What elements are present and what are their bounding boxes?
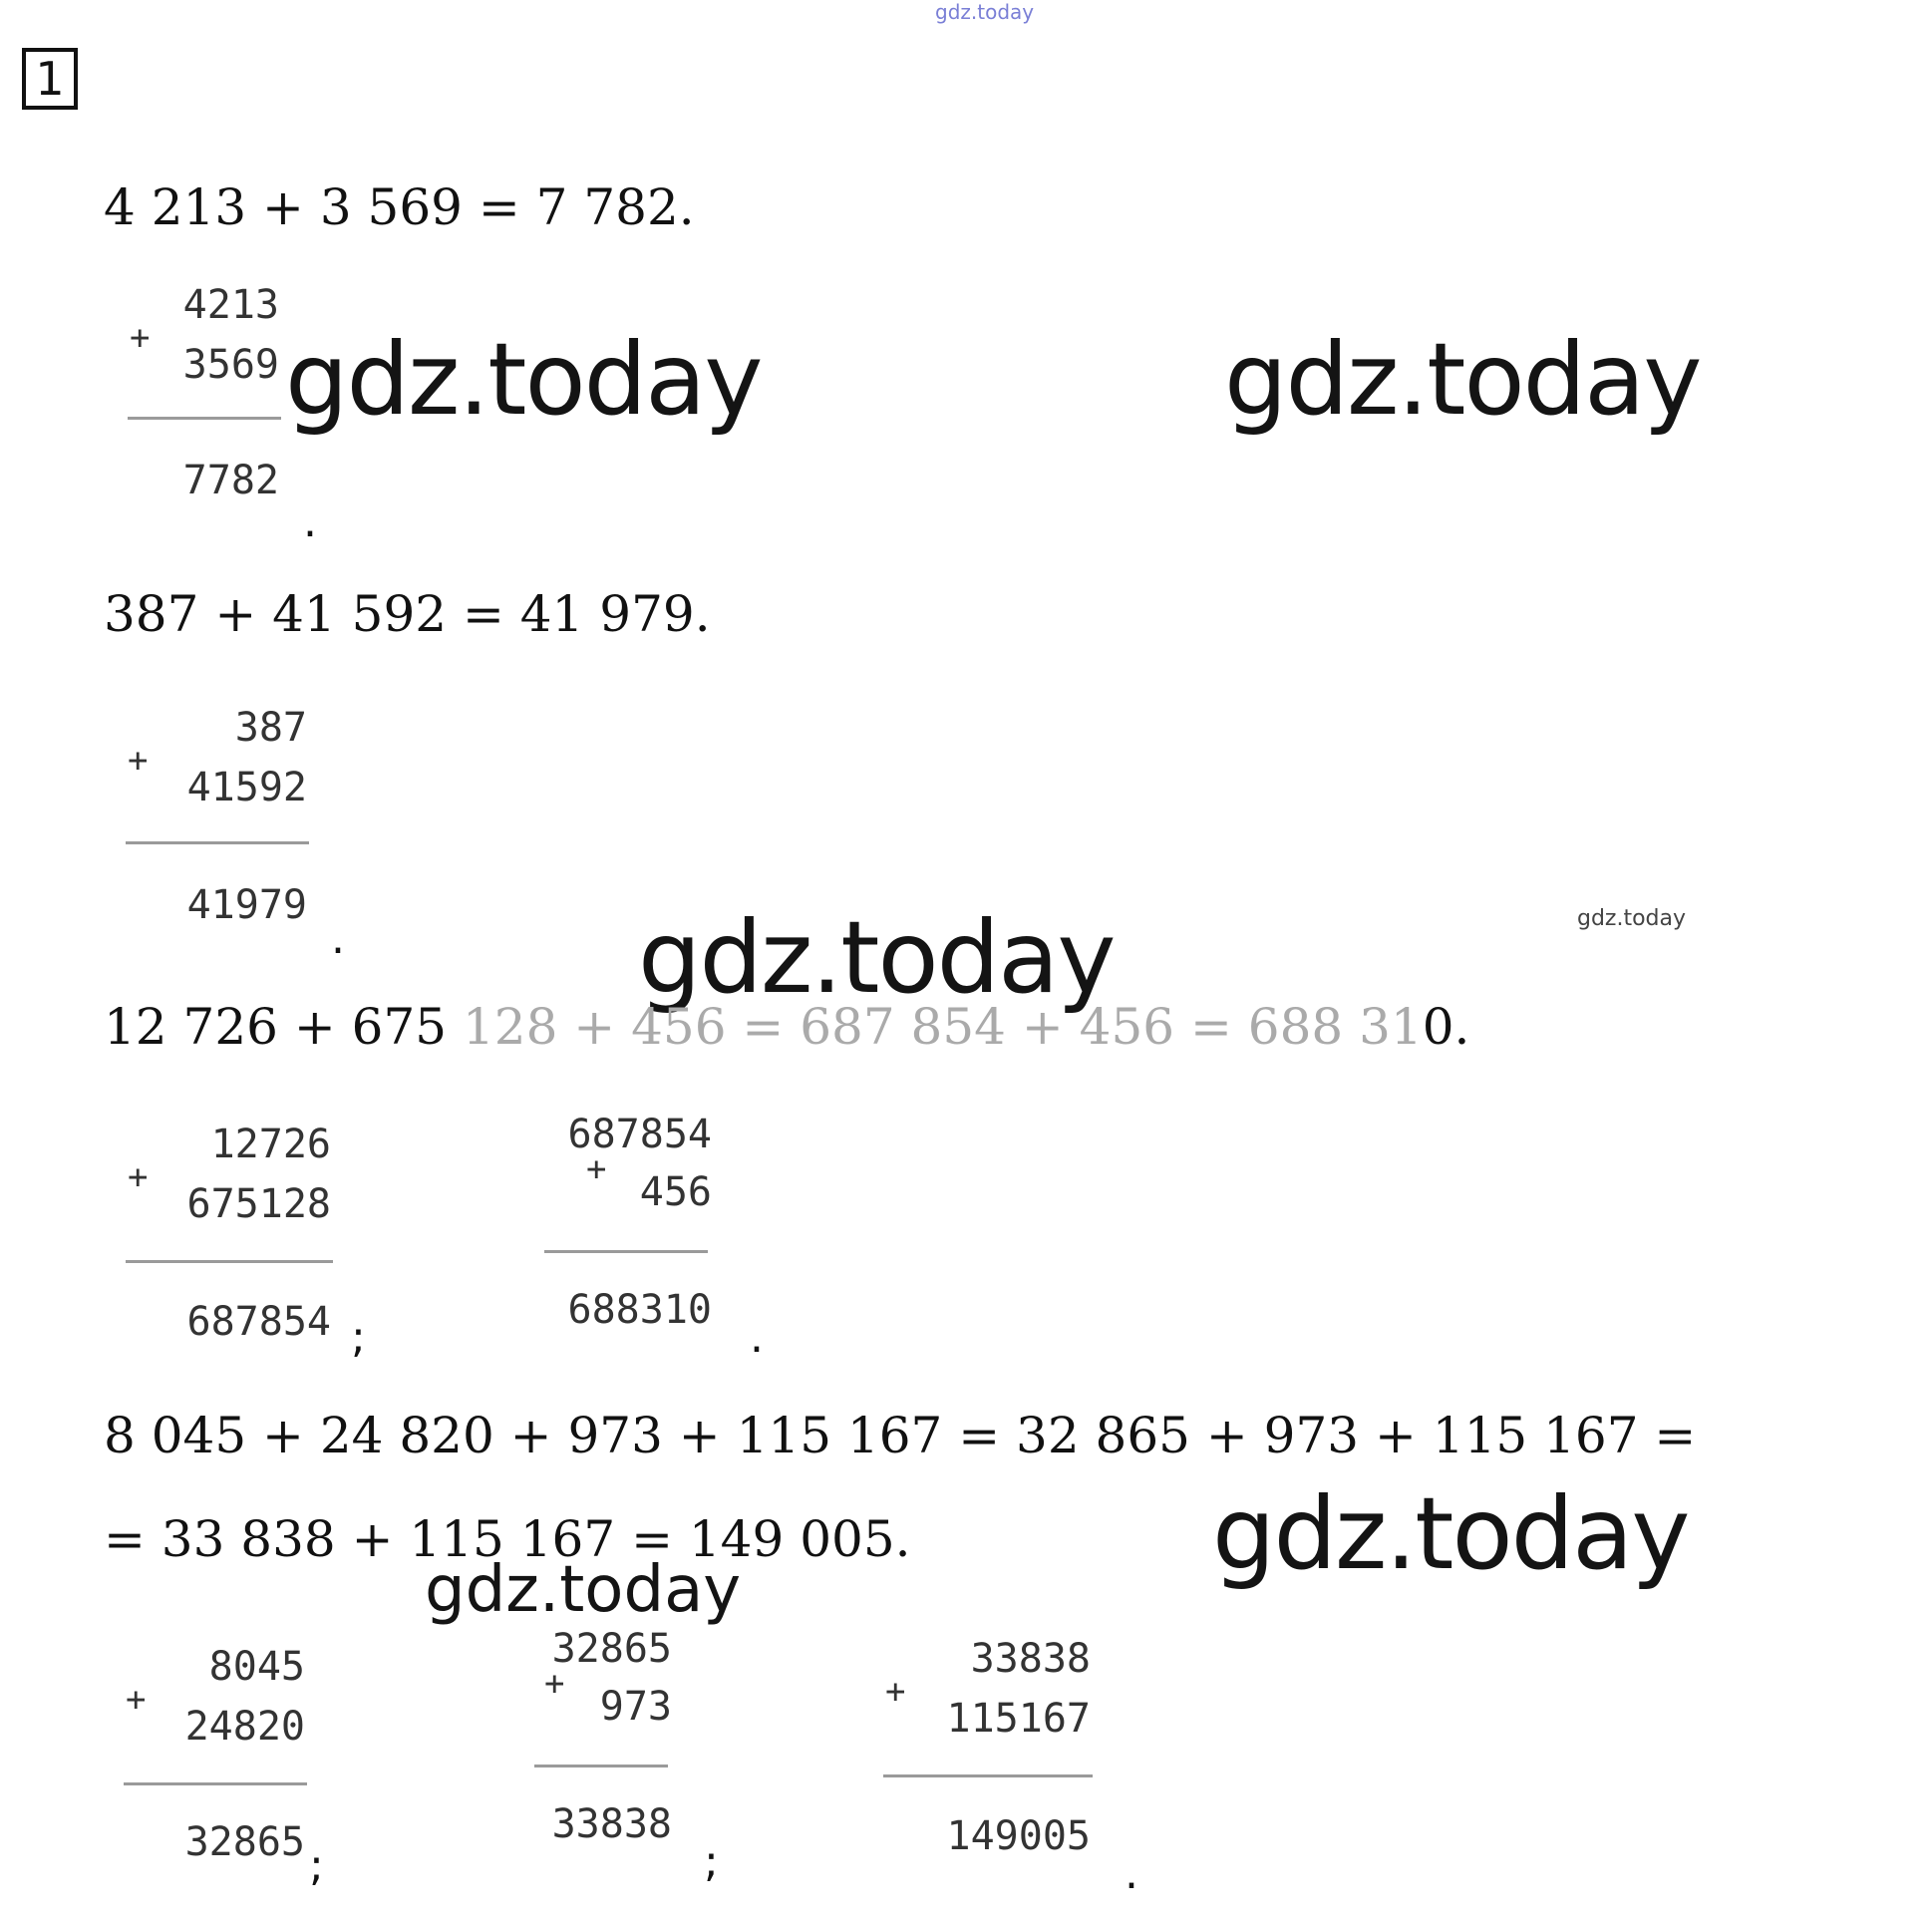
equation-3-start: 12 726 + 675 <box>104 998 463 1056</box>
addend-top: 387 <box>234 705 307 751</box>
addend-bottom: 973 <box>599 1684 672 1730</box>
column-addition-5 <box>122 1643 311 1892</box>
plus-sign: + <box>126 1680 147 1720</box>
sum-line <box>534 1765 668 1767</box>
watermark-4: gdz.today <box>1212 1475 1689 1592</box>
sum-value: 41979 <box>186 882 307 928</box>
addend-bottom: 675128 <box>186 1181 331 1227</box>
column-4-end-punct: . <box>750 1312 764 1363</box>
equation-1: 4 213 + 3 569 = 7 782. <box>104 178 695 236</box>
column-1-end-punct: . <box>303 496 317 547</box>
watermark-3: gdz.today <box>638 899 1115 1016</box>
sum-line <box>124 1782 307 1785</box>
column-7-end-punct: . <box>1125 1848 1138 1899</box>
addend-bottom: 24820 <box>184 1704 305 1750</box>
column-addition-2 <box>124 704 313 953</box>
sum-value: 33838 <box>551 1801 672 1847</box>
column-addition-6 <box>528 1625 678 1874</box>
addend-top: 4213 <box>182 282 279 328</box>
plus-sign: + <box>128 1157 149 1197</box>
addend-top: 687854 <box>567 1112 712 1157</box>
addend-bottom: 41592 <box>186 765 307 810</box>
sum-line <box>544 1250 708 1253</box>
watermark-top: gdz.today <box>935 0 1035 24</box>
plus-sign: + <box>130 318 151 358</box>
addend-bottom: 3569 <box>182 342 279 388</box>
plus-sign: + <box>128 741 149 781</box>
sum-value: 687854 <box>186 1299 331 1345</box>
column-addition-4 <box>538 1111 718 1360</box>
column-addition-3 <box>124 1121 337 1370</box>
column-6-end-punct: ; <box>704 1836 719 1887</box>
sum-value: 7782 <box>182 458 279 503</box>
equation-2: 387 + 41 592 = 41 979. <box>104 585 711 643</box>
equation-3-faded: 128 + 456 = 687 854 + 456 = 688 31 <box>462 998 1423 1056</box>
equation-3-end: 0. <box>1422 998 1470 1056</box>
sum-value: 688310 <box>567 1287 712 1333</box>
watermark-1: gdz.today <box>285 321 762 438</box>
column-2-end-punct: . <box>331 913 345 964</box>
column-addition-7 <box>881 1635 1097 1884</box>
addend-top: 8045 <box>208 1644 305 1690</box>
addend-top: 12726 <box>210 1122 331 1167</box>
watermark-small: gdz.today <box>1577 906 1687 931</box>
sum-line <box>128 417 281 420</box>
equation-3 <box>104 997 1469 1057</box>
sum-line <box>883 1774 1093 1777</box>
column-addition-1 <box>126 281 285 530</box>
plus-sign: + <box>586 1149 607 1189</box>
task-number: 1 <box>22 48 78 110</box>
sum-value: 149005 <box>946 1813 1091 1859</box>
watermark-2: gdz.today <box>1224 321 1701 438</box>
equation-4-line-2: = 33 838 + 115 167 = 149 005. <box>104 1510 911 1568</box>
sum-value: 32865 <box>184 1819 305 1865</box>
addend-bottom: 456 <box>639 1169 712 1215</box>
addend-top: 33838 <box>970 1636 1091 1682</box>
addend-bottom: 115167 <box>946 1696 1091 1742</box>
plus-sign: + <box>885 1672 906 1712</box>
equation-4-line-1: 8 045 + 24 820 + 973 + 115 167 = 32 865 + 973 + 115 167 = <box>104 1407 1697 1464</box>
plus-sign: + <box>544 1664 565 1704</box>
watermark-5: gdz.today <box>425 1553 742 1627</box>
column-3-end-punct: ; <box>351 1312 366 1363</box>
sum-line <box>126 841 309 844</box>
column-5-end-punct: ; <box>309 1840 324 1891</box>
addend-top: 32865 <box>551 1626 672 1672</box>
sum-line <box>126 1260 333 1263</box>
